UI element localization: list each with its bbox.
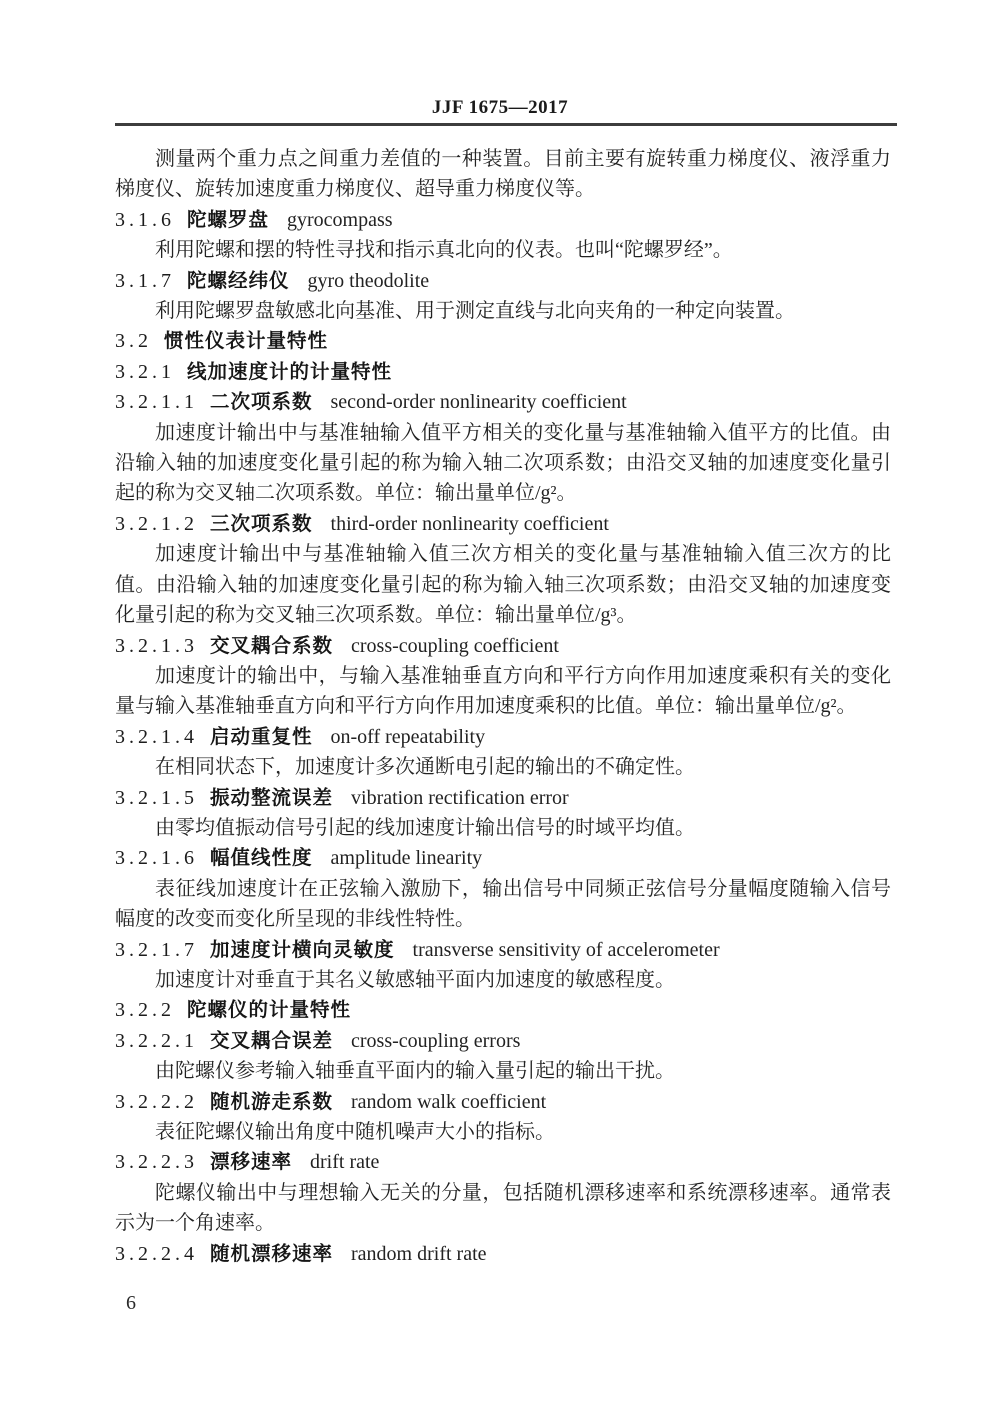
paragraph: 测量两个重力点之间重力差值的一种装置。目前主要有旋转重力梯度仪、液浮重力梯度仪、旋转加速度重力梯度仪、超导重力梯度仪等。: [115, 148, 891, 201]
paragraph: 利用陀螺罗盘敏感北向基准、用于测定直线与北向夹角的一种定向装置。: [155, 300, 795, 323]
section-heading: [115, 1026, 891, 1056]
page-number: 6: [126, 1292, 136, 1314]
section-term-zh: 振动整流误差: [210, 786, 334, 809]
section-term-zh: 随机游走系数: [210, 1090, 334, 1113]
section-heading: [115, 995, 891, 1025]
section-term-zh: 加速度计横向灵敏度: [210, 938, 395, 961]
section-number: 3.2.1.2: [115, 512, 198, 535]
section-heading: [115, 387, 891, 417]
section-term-zh: 交叉耦合系数: [210, 634, 334, 657]
section-number: 3.2.1.1: [115, 391, 198, 414]
section-term-en: second-order nonlinearity coefficient: [330, 391, 627, 414]
section-term-zh: 随机漂移速率: [210, 1242, 334, 1265]
section-number: 3.2: [115, 330, 152, 353]
section-term-zh: 陀螺经纬仪: [187, 269, 290, 292]
paragraph: 加速度计的输出中，与输入基准轴垂直方向和平行方向作用加速度乘积有关的变化量与输入基准轴垂直方向和平行方向作用加速度乘积的比值。单位：输出量单位/g²。: [115, 664, 891, 718]
section-heading: [115, 1147, 891, 1177]
section-term-en: transverse sensitivity of accelerometer: [412, 938, 720, 961]
section-heading: [115, 326, 891, 356]
section-term-zh: 二次项系数: [210, 391, 313, 414]
paragraph: 由零均值振动信号引起的线加速度计输出信号的时域平均值。: [155, 816, 695, 839]
section-term-en: third-order nonlinearity coefficient: [330, 512, 609, 535]
section-number: 3.1.7: [115, 269, 175, 292]
paragraph: 由陀螺仪参考输入轴垂直平面内的输入量引起的输出干扰。: [155, 1060, 675, 1083]
paragraph: 陀螺仪输出中与理想输入无关的分量，包括随机漂移速率和系统漂移速率。通常表示为一个角速率。: [115, 1181, 891, 1235]
section-number: 3.2.2.1: [115, 1029, 198, 1052]
section-term-en: cross-coupling coefficient: [351, 634, 559, 657]
section-term-zh: 惯性仪表计量特性: [164, 330, 329, 353]
paragraph: 利用陀螺和摆的特性寻找和指示真北向的仪表。也叫“陀螺罗经”。: [155, 239, 733, 262]
section-heading: [115, 357, 891, 387]
section-number: 3.2.1.6: [115, 847, 198, 870]
section-heading: [115, 935, 891, 965]
paragraph: 加速度计输出中与基准轴输入值平方相关的变化量与基准轴输入值平方的比值。由沿输入轴的加速度变化量引起的称为输入轴二次项系数；由沿交叉轴的加速度变化量引起的称为交叉轴二次项系数。单位：输出量单位/g²。: [115, 421, 891, 505]
document-body: [115, 144, 891, 1269]
section-term-zh: 陀螺罗盘: [187, 208, 270, 231]
section-term-zh: 幅值线性度: [210, 847, 313, 870]
section-number: 3.2.2.2: [115, 1090, 198, 1113]
section-number: 3.2.1.7: [115, 938, 198, 961]
section-term-zh: 漂移速率: [210, 1151, 293, 1174]
paragraph: 在相同状态下，加速度计多次通断电引起的输出的不确定性。: [155, 756, 695, 779]
paragraph: 表征陀螺仪输出角度中随机噪声大小的指标。: [155, 1121, 555, 1143]
section-term-en: amplitude linearity: [330, 847, 483, 870]
section-term-en: drift rate: [310, 1151, 380, 1174]
section-heading: [115, 722, 891, 752]
section-number: 3.1.6: [115, 208, 175, 231]
section-heading: [115, 266, 891, 296]
section-term-en: on-off repeatability: [330, 725, 486, 748]
section-number: 3.2.1: [115, 360, 175, 383]
paragraph: 加速度计输出中与基准轴输入值三次方相关的变化量与基准轴输入值三次方的比值。由沿输入轴的加速度变化量引起的称为输入轴三次项系数；由沿交叉轴的加速度变化量引起的称为交叉轴三次项系数。单位：输出量单位/g³。: [115, 543, 891, 627]
section-term-en: gyro theodolite: [307, 269, 430, 292]
section-term-zh: 线加速度计的计量特性: [187, 360, 393, 383]
section-number: 3.2.2.3: [115, 1151, 198, 1174]
section-term-en: random drift rate: [351, 1242, 487, 1265]
section-term-zh: 三次项系数: [210, 512, 313, 535]
section-term-zh: 陀螺仪的计量特性: [187, 999, 352, 1022]
section-number: 3.2.1.3: [115, 634, 198, 657]
section-heading: [115, 631, 891, 661]
header-rule: [115, 123, 897, 126]
paragraph: 表征线加速度计在正弦输入激励下，输出信号中同频正弦信号分量幅度随输入信号幅度的改变而变化所呈现的非线性特性。: [115, 877, 891, 931]
section-number: 3.2.2.4: [115, 1242, 198, 1265]
section-heading: [115, 205, 891, 235]
section-term-en: cross-coupling errors: [351, 1029, 521, 1052]
section-heading: [115, 843, 891, 873]
section-heading: [115, 783, 891, 813]
section-term-zh: 启动重复性: [210, 725, 313, 748]
section-term-en: gyrocompass: [287, 208, 393, 231]
section-number: 3.2.1.4: [115, 725, 198, 748]
section-heading: [115, 509, 891, 539]
paragraph: 加速度计对垂直于其名义敏感轴平面内加速度的敏感程度。: [155, 968, 675, 991]
section-number: 3.2.1.5: [115, 786, 198, 809]
section-heading: [115, 1239, 891, 1269]
section-term-zh: 交叉耦合误差: [210, 1029, 334, 1052]
section-number: 3.2.2: [115, 999, 175, 1022]
section-term-en: vibration rectification error: [351, 786, 569, 809]
section-term-en: random walk coefficient: [351, 1090, 547, 1113]
section-heading: [115, 1087, 891, 1117]
document-code-header: JJF 1675—2017: [431, 97, 569, 118]
